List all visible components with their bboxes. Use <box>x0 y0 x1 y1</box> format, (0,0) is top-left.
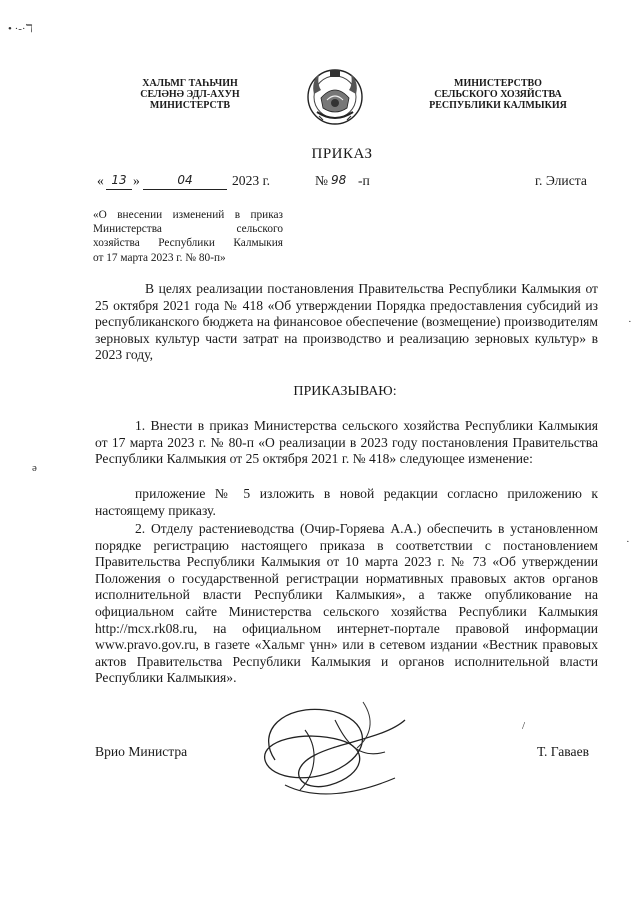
doc-number: 98 <box>331 173 347 187</box>
header-left-line: ХАЛЬМГ ТАҺЬЧИН <box>142 78 238 89</box>
number-prefix: № <box>315 173 328 188</box>
city: г. Элиста <box>535 173 587 188</box>
date-year: 2023 г. <box>232 173 271 188</box>
date-line: « 13 » 04 2023 г. № 98 -п г. Элиста <box>97 173 587 188</box>
scan-noise-mark: • ·-·ℸ <box>8 23 33 35</box>
header-right-line: РЕСПУБЛИКИ КАЛМЫКИЯ <box>429 100 567 111</box>
coat-of-arms-emblem <box>303 64 367 128</box>
number-suffix: -п <box>358 173 370 188</box>
subject-line: «О внесении изменений в приказ <box>93 209 283 221</box>
order-item-1: 1. Внести в приказ Министерства сельского хозяйства Республики Калмыкия от 17 марта 2023 г. № 80-п «О реализации в 2023 году постановления Правительства Республики Калмыкия от 25 октября 2021 г. № 418» следующее изменение: <box>95 418 598 467</box>
subject-line: хозяйства Республики Калмыкия <box>93 237 283 250</box>
header-right <box>418 78 578 111</box>
header-left <box>120 78 260 111</box>
scan-noise-mark: · <box>628 316 632 328</box>
preamble-paragraph: В целях реализации постановления Правительства Республики Калмыкия от 25 октября 2021 года № 418 «Об утверждении Порядка предоставления субсидий из республиканского бюджета на финансовое обеспечение (возмещение) производителям зерновых культур части затрат на производство и реализацию зерновых культур» в 2023 году, <box>95 281 598 363</box>
header-left-line: СЕЛӘНӘ ЭДЛ-АХУН <box>140 89 240 100</box>
order-item-1-change: приложение № 5 изложить в новой редакции согласно приложению к настоящему приказу. <box>95 486 598 518</box>
header-left-line: МИНИСТЕРСТВ <box>149 100 231 111</box>
handwritten-signature <box>245 690 415 810</box>
date-month: 04 <box>143 172 227 190</box>
subject-line: Министерства сельского <box>93 223 283 236</box>
order-word: ПРИКАЗЫВАЮ: <box>293 384 397 399</box>
signatory-position: Врио Министра <box>95 744 188 759</box>
header-right-line: МИНИСТЕРСТВО <box>454 78 542 89</box>
scan-noise-mark: / <box>522 720 526 732</box>
date-day: 13 <box>106 172 132 190</box>
subject-block <box>93 208 283 265</box>
signatory-name: Т. Гаваев <box>537 744 590 759</box>
document-title: ПРИКАЗ <box>311 146 373 162</box>
scan-noise-mark: · <box>626 536 630 548</box>
order-item-2: 2. Отделу растениеводства (Очир-Горяева А.А.) обеспечить в установленном порядке регистрацию настоящего приказа в соответствии с постановлением Правительства Республики Калмыкия от 10 марта 2023 г. № 73 «Об утверждении Положения о государственной регистрации нормативных правовых актов органов исполнительной власти Республики Калмыкия», а также опубликование на официальном сайте Министерства сельского хозяйства Республики Калмыкия http://mcx.rk08.ru, на официальном интернет-портале правовой информации www.pravo.gov.ru, в газете «Хальмг үнн» или в сетевом издании «Вестник правовых актов Правительства Республики Калмыкия и органов исполнительной власти Республики Калмыкия». <box>95 521 598 686</box>
scan-noise-mark: ə <box>32 462 37 474</box>
header-right-line: СЕЛЬСКОГО ХОЗЯЙСТВА <box>434 89 562 100</box>
subject-line: от 17 марта 2023 г. № 80-п» <box>93 251 226 264</box>
